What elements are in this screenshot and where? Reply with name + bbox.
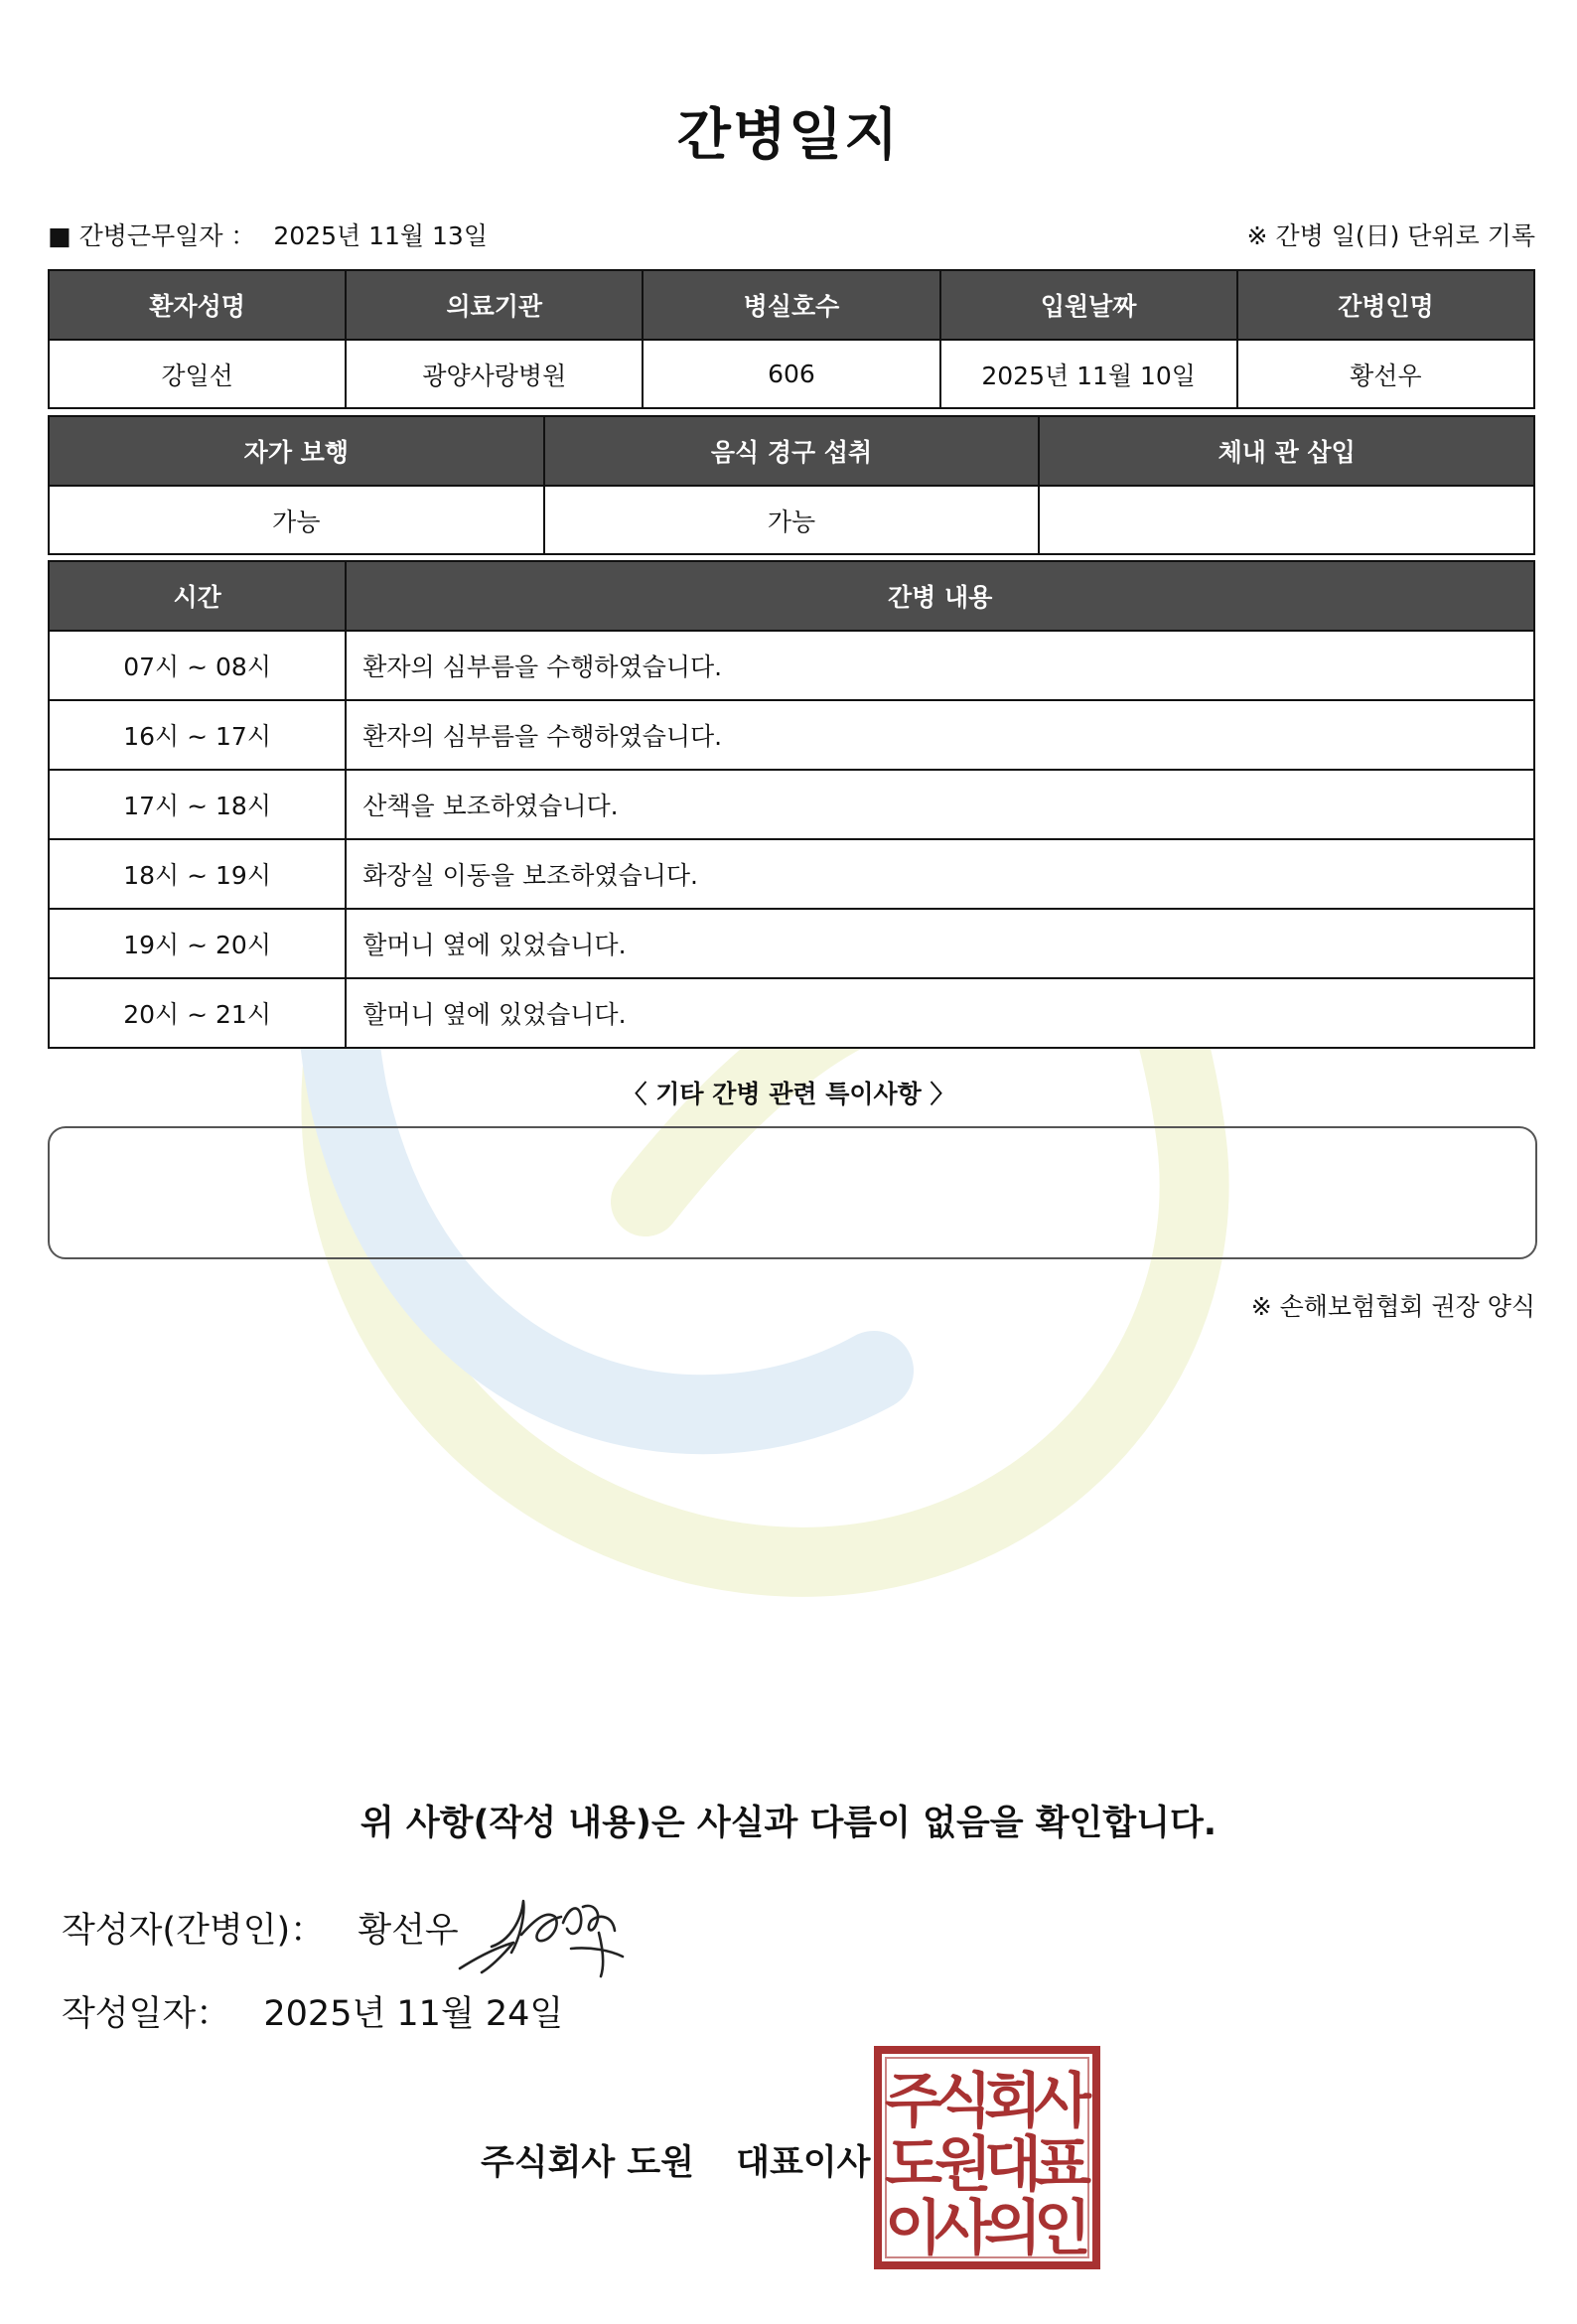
svg-text:식: 식 <box>934 2067 992 2136</box>
self-walking-value: 가능 <box>49 486 544 554</box>
notes-box <box>48 1126 1537 1259</box>
handwritten-signature <box>452 1877 631 1986</box>
svg-text:회: 회 <box>984 2067 1042 2136</box>
table-header-row <box>49 416 1534 486</box>
notes-title: 〈 기타 간병 관련 특이사항 〉 <box>622 1080 955 1108</box>
document-title: 간병일지 <box>676 103 901 168</box>
table-row <box>49 839 1534 909</box>
log-time: 18시 ~ 19시 <box>49 839 346 909</box>
svg-text:대: 대 <box>984 2130 1042 2200</box>
author-name: 황선우 <box>358 1911 459 1951</box>
care-log-table <box>48 560 1535 1049</box>
header-caregiver-name: 간병인명 <box>1237 270 1534 340</box>
oral-intake-value: 가능 <box>544 486 1040 554</box>
author-line <box>62 1903 459 1953</box>
company-seal <box>874 2046 1100 2269</box>
header-time: 시간 <box>49 561 346 631</box>
written-date-label: 작성일자： <box>62 1994 231 2034</box>
hospital-name: 광양사랑병원 <box>346 340 643 408</box>
tube-insertion-value <box>1039 486 1534 554</box>
table-row <box>49 340 1534 408</box>
room-number: 606 <box>643 340 939 408</box>
log-content: 할머니 옆에 있었습니다. <box>346 978 1534 1048</box>
patient-info-table <box>48 269 1535 409</box>
log-content: 환자의 심부름을 수행하였습니다. <box>346 700 1534 770</box>
table-row <box>49 770 1534 839</box>
representative-title: 대표이사 <box>736 2143 871 2183</box>
company-name: 주식회사 도원 <box>481 2143 695 2183</box>
header-oral-intake: 음식 경구 섭취 <box>544 416 1040 486</box>
header-tube-insertion: 체내 관 삽입 <box>1039 416 1534 486</box>
table-row <box>49 978 1534 1048</box>
log-content: 화장실 이동을 보조하였습니다. <box>346 839 1534 909</box>
table-row <box>49 631 1534 700</box>
written-date-value: 2025년 11월 24일 <box>263 1994 564 2034</box>
work-date-line <box>48 217 488 252</box>
log-time: 16시 ~ 17시 <box>49 700 346 770</box>
svg-text:이: 이 <box>885 2194 942 2263</box>
table-row <box>49 700 1534 770</box>
header-room-number: 병실호수 <box>643 270 939 340</box>
form-source-note: ※ 손해보험협회 권장 양식 <box>1250 1292 1535 1321</box>
company-line <box>481 2135 870 2185</box>
svg-text:인: 인 <box>1034 2194 1091 2263</box>
header-admission-date: 입원날짜 <box>940 270 1237 340</box>
svg-text:도: 도 <box>885 2130 942 2200</box>
log-time: 19시 ~ 20시 <box>49 909 346 978</box>
log-time: 07시 ~ 08시 <box>49 631 346 700</box>
caregiver-name: 황선우 <box>1237 340 1534 408</box>
svg-text:의: 의 <box>984 2194 1042 2263</box>
patient-status-table <box>48 415 1535 555</box>
table-header-row <box>49 561 1534 631</box>
header-care-content: 간병 내용 <box>346 561 1534 631</box>
svg-text:사: 사 <box>1034 2067 1091 2136</box>
work-date-label: ■ 간병근무일자 ： <box>48 221 256 250</box>
log-time: 20시 ~ 21시 <box>49 978 346 1048</box>
table-row <box>49 909 1534 978</box>
log-content: 환자의 심부름을 수행하였습니다. <box>346 631 1534 700</box>
written-date-line <box>62 1986 563 2036</box>
log-content: 산책을 보조하였습니다. <box>346 770 1534 839</box>
header-hospital: 의료기관 <box>346 270 643 340</box>
patient-name: 강일선 <box>49 340 346 408</box>
log-content: 할머니 옆에 있었습니다. <box>346 909 1534 978</box>
unit-note: ※ 간병 일(日) 단위로 기록 <box>1246 221 1535 250</box>
svg-text:사: 사 <box>934 2194 992 2263</box>
author-label: 작성자(간병인)： <box>62 1911 326 1951</box>
table-row <box>49 486 1534 554</box>
svg-text:표: 표 <box>1034 2130 1091 2200</box>
work-date-value: 2025년 11월 13일 <box>273 221 488 250</box>
log-time: 17시 ~ 18시 <box>49 770 346 839</box>
svg-text:주: 주 <box>885 2067 942 2136</box>
header-patient-name: 환자성명 <box>49 270 346 340</box>
confirmation-statement: 위 사항(작성 내용)은 사실과 다름이 없음을 확인합니다. <box>359 1804 1218 1843</box>
admission-date: 2025년 11월 10일 <box>940 340 1237 408</box>
svg-text:원: 원 <box>934 2130 992 2200</box>
header-self-walking: 자가 보행 <box>49 416 544 486</box>
table-header-row <box>49 270 1534 340</box>
